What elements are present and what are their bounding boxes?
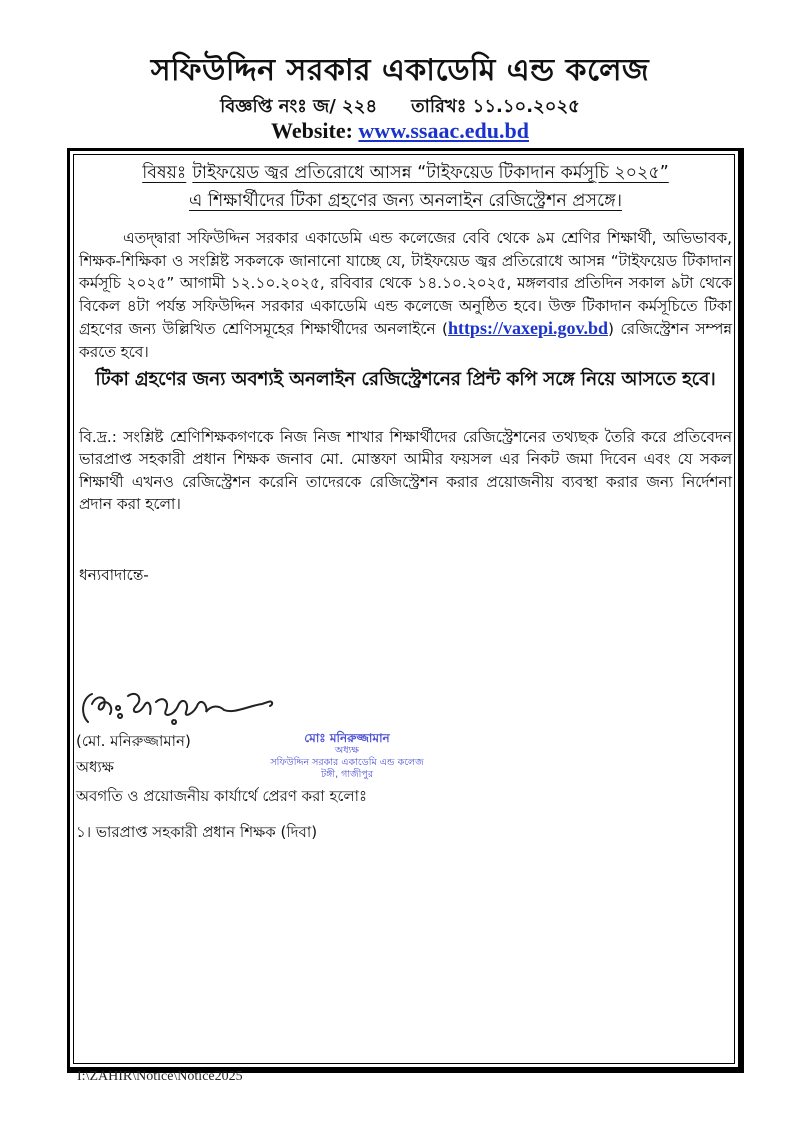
- distribution-recipient: ১। ভারপ্রাপ্ত সহকারী প্রধান শিক্ষক (দিবা): [76, 823, 318, 841]
- main-paragraph-end: ) রেজিস্ট্রেশন সম্পন্ন করতে হবে।: [79, 320, 732, 361]
- notice-content: [79, 159, 732, 586]
- important-notice: টিকা গ্রহণের জন্য অবশ্যই অনলাইন রেজিস্ট্রেশনের প্রিন্ট কপি সঙ্গে নিয়ে আসতে হবে।: [95, 369, 716, 390]
- closing-text: ধন্যবাদান্তে-: [79, 565, 149, 584]
- stamp-location: টঙ্গী, গাজীপুর: [320, 769, 374, 780]
- notice-number: জ/ ২২৪: [313, 96, 378, 117]
- subject: [79, 159, 732, 215]
- notice-border: [67, 148, 744, 1073]
- file-path-footer: I:\ZAHIR\Notice\Notice2025: [77, 1069, 243, 1084]
- signatory-details: [76, 730, 246, 778]
- distribution-intro: অবগতি ও প্রয়োজনীয় কার্যার্থে প্রেরণ করা হলোঃ: [76, 787, 367, 805]
- notice-date: ১১.১০.২০২৫: [472, 96, 580, 117]
- date-label: তারিখঃ: [411, 96, 467, 117]
- signature-block: [76, 684, 716, 843]
- subject-label: বিষয়ঃ: [142, 163, 187, 183]
- subject-line-1: টাইফয়েড জ্বর প্রতিরোধে আসন্ন “টাইফয়েড টিকাদান কর্মসূচি ২০২৫”: [192, 163, 669, 183]
- main-paragraph: [79, 227, 732, 363]
- signatory-title: অধ্যক্ষ: [76, 758, 114, 776]
- signatory-row: [76, 730, 716, 781]
- registration-link[interactable]: https://vaxepi.gov.bd: [447, 318, 608, 338]
- main-paragraph-text: এতদ্দ্বারা সফিউদ্দিন সরকার একাডেমি এন্ড কলেজের বেবি থেকে ৯ম শ্রেণির শিক্ষার্থী, অভিভাবক, শিক্ষক-শিক্ষিকা ও সংশ্লিষ্ট সকলকে জানানো যাচ্ছে যে, টাইফয়েড জ্বর প্রতিরোধে আসন্ন “টাইফয়েড টিকাদান কর্মসূচি ২০২৫” আগামী ১২.১০.২০২৫, রবিবার থেকে ১৪.১০.২০২৫, মঙ্গলবার প্রতিদিন সকাল ৯টা থেকে বিকেল ৪টা পর্যন্ত সফিউদ্দিন সরকার একাডেমি এন্ড কলেজে অনুষ্ঠিত হবে। উক্ত টিকাদান কর্মসূচিতে টিকা গ্রহণের জন্য উল্লিখিত শ্রেণিসমূহের শিক্ষার্থীদের অনলাইনে (: [79, 229, 732, 338]
- note-paragraph: বি.দ্র.: সংশ্লিষ্ট শ্রেণিশিক্ষকগণকে নিজ নিজ শাখার শিক্ষার্থীদের রেজিস্ট্রেশনের তথ্যছক তৈরি করে প্রতিবেদন ভারপ্রাপ্ত সহকারী প্রধান শিক্ষক জনাব মো. মোস্তফা আমীর ফয়সল এর নিকট জমা দিবেন এবং যে সকল শিক্ষার্থী এখনও রেজিস্ট্রেশন করেনি তাদেরকে রেজিস্ট্রেশন করার প্রয়োজনীয় ব্যবস্থা করার জন্য নির্দেশনা প্রদান করা হলো।: [79, 427, 732, 513]
- stamp-title: অধ্যক্ষ: [334, 745, 359, 756]
- website-line: [0, 118, 800, 144]
- stamp-institution: সফিউদ্দিন সরকার একাডেমি এন্ড কলেজ: [270, 757, 424, 768]
- handwritten-signature: [78, 684, 278, 730]
- official-stamp: [252, 731, 442, 781]
- subject-line-2: এ শিক্ষার্থীদের টিকা গ্রহণের জন্য অনলাইন রেজিস্ট্রেশন প্রসঙ্গে।: [189, 191, 622, 211]
- notice-number-label: বিজ্ঞপ্তি নংঃ: [220, 96, 307, 117]
- stamp-name: মোঃ মনিরুজ্জামান: [304, 731, 390, 745]
- signatory-name: (মো. মনিরুজ্জামান): [76, 732, 191, 750]
- institution-name: সফিউদ্দিন সরকার একাডেমি এন্ড কলেজ: [150, 53, 650, 88]
- website-link[interactable]: www.ssaac.edu.bd: [358, 118, 529, 143]
- website-label: Website:: [271, 118, 353, 143]
